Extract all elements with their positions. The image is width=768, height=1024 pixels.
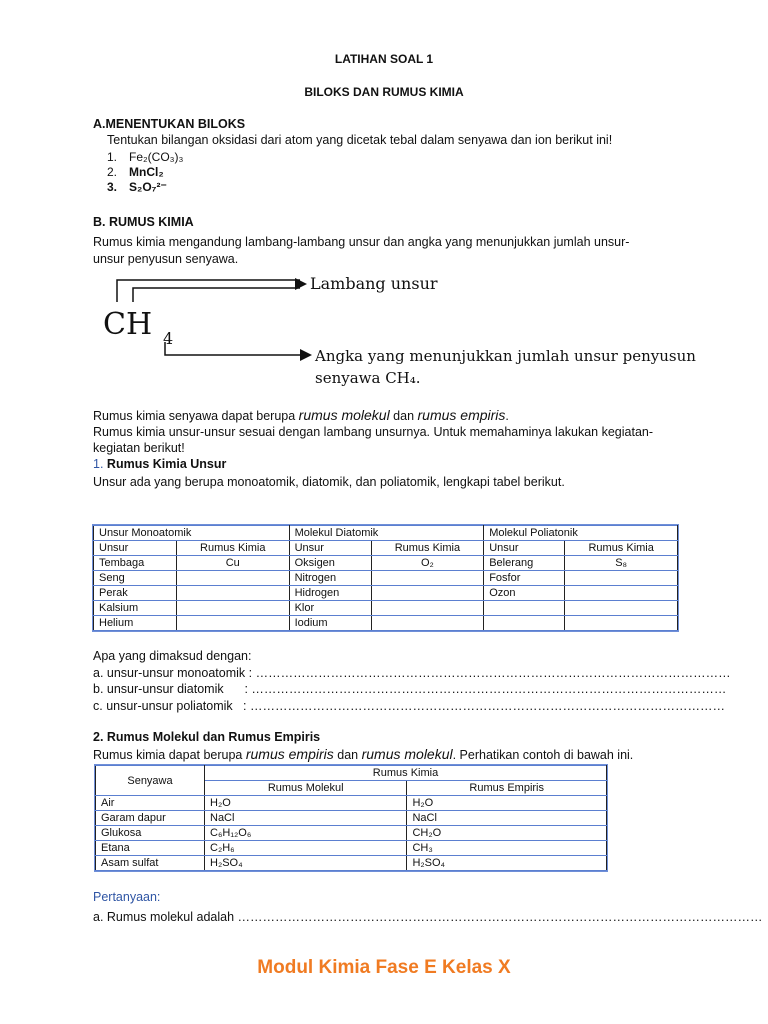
table-row	[96, 841, 607, 856]
text: Rumus kimia unsur-unsur sesuai dengan lambang unsurnya. Untuk memahaminya lakukan kegiatan-	[93, 425, 654, 439]
group-header: Rumus Kimia	[205, 766, 607, 781]
group-header: Molekul Poliatonik	[484, 526, 678, 541]
table-cell: Klor	[289, 601, 371, 616]
text: Rumus kimia senyawa dapat berupa	[93, 409, 299, 423]
section-b-heading: B. RUMUS KIMIA	[93, 215, 194, 229]
pertanyaan-label: Pertanyaan:	[93, 890, 161, 904]
table-cell	[371, 586, 484, 601]
term-molekul: rumus molekul	[361, 746, 453, 762]
col-header: Rumus Kimia	[565, 541, 678, 556]
questions-block	[93, 648, 731, 714]
table-cell	[484, 616, 565, 631]
table-cell	[371, 616, 484, 631]
table-cell: Perak	[94, 586, 177, 601]
table-cell: Cu	[176, 556, 289, 571]
section-a-instruction: Tentukan bilangan oksidasi dari atom yang dicetak tebal dalam senyawa dan ion berikut ini!	[107, 133, 613, 147]
sub-heading: Rumus Kimia Unsur	[106, 457, 227, 471]
table-cell	[565, 571, 678, 586]
text: Rumus kimia dapat berupa	[93, 748, 246, 762]
section-a-heading: A.MENENTUKAN BILOKS	[93, 117, 246, 131]
table-header-row	[94, 541, 678, 556]
section-b-paragraph	[93, 407, 653, 490]
item-number: 1.	[107, 150, 118, 164]
table-cell: Etana	[96, 841, 205, 856]
biloks-list	[107, 150, 183, 195]
table-cell: Ozon	[484, 586, 565, 601]
biloks-item	[107, 150, 183, 165]
table-cell	[484, 601, 565, 616]
diagram-label-1: Lambang unsur	[310, 274, 438, 293]
text: Unsur ada yang berupa monoatomik, diatomik, dan poliatomik, lengkapi tabel berikut.	[93, 475, 565, 489]
table-cell: H₂O	[205, 796, 407, 811]
unsur-table	[93, 525, 678, 631]
term-empiris: rumus empiris	[245, 746, 334, 762]
questions-lead: Apa yang dimaksud dengan:	[93, 649, 252, 663]
intro-line: Rumus kimia mengandung lambang-lambang unsur dan angka yang menunjukkan jumlah unsur-	[93, 235, 630, 249]
item-number: 2.	[107, 165, 118, 179]
col-header: Unsur	[289, 541, 371, 556]
table-row	[96, 811, 607, 826]
term-empiris: rumus empiris	[417, 407, 506, 423]
intro-line: unsur penyusun senyawa.	[93, 252, 239, 266]
table-cell	[565, 586, 678, 601]
question-item: a. unsur-unsur monoatomik : ……………………………………………………………………………………………………	[93, 665, 731, 680]
table-cell: H₂SO₄	[205, 856, 407, 871]
table-cell: Seng	[94, 571, 177, 586]
text: kegiatan berikut!	[93, 441, 185, 455]
section-b-intro	[93, 234, 629, 268]
item-formula: S₂O₇²⁻	[129, 180, 167, 194]
footer-title: Modul Kimia Fase E Kelas X	[257, 957, 511, 978]
table-cell: C₆H₁₂O₆	[205, 826, 407, 841]
table-cell: Helium	[94, 616, 177, 631]
col-header: Unsur	[484, 541, 565, 556]
text: .	[505, 409, 509, 423]
col-header: Rumus Kimia	[371, 541, 484, 556]
table-cell	[565, 601, 678, 616]
table-cell	[176, 586, 289, 601]
biloks-item	[107, 180, 183, 195]
table-cell: NaCl	[407, 811, 607, 826]
term-molekul: rumus molekul	[298, 407, 390, 423]
item-formula: Fe₂(CO₃)₃	[129, 150, 184, 164]
table-row	[94, 601, 678, 616]
table-row	[94, 616, 678, 631]
doc-subtitle: BILOKS DAN RUMUS KIMIA	[304, 85, 464, 99]
table-row	[96, 826, 607, 841]
diagram-subscript: 4	[163, 329, 174, 348]
col-header: Senyawa	[96, 766, 205, 796]
table-cell: S₈	[565, 556, 678, 571]
table-cell: Air	[96, 796, 205, 811]
biloks-item	[107, 165, 183, 180]
rumus-table	[95, 765, 607, 871]
table-cell: Asam sulfat	[96, 856, 205, 871]
table-cell	[371, 571, 484, 586]
doc-title: LATIHAN SOAL 1	[334, 52, 434, 66]
question-item: c. unsur-unsur poliatomik : ……………………………………………………………………………………………………	[93, 698, 726, 713]
table-row	[94, 571, 678, 586]
diagram-formula: CH	[103, 307, 153, 342]
table-cell	[176, 616, 289, 631]
item-formula: MnCl₂	[129, 165, 164, 179]
table-cell: H₂SO₄	[407, 856, 607, 871]
table-group-row	[94, 526, 678, 541]
table-cell	[371, 601, 484, 616]
group-header: Unsur Monoatomik	[94, 526, 290, 541]
table-cell: O₂	[371, 556, 484, 571]
diagram-label-2: Angka yang menunjukkan jumlah unsur penyusun	[315, 347, 696, 365]
item-number: 3.	[107, 180, 118, 194]
table-cell	[565, 616, 678, 631]
table-cell: Tembaga	[94, 556, 177, 571]
text: . Perhatikan contoh di bawah ini.	[452, 748, 634, 762]
table-cell: Glukosa	[96, 826, 205, 841]
table-cell: Nitrogen	[289, 571, 371, 586]
table-cell: Kalsium	[94, 601, 177, 616]
table-cell: Belerang	[484, 556, 565, 571]
text: dan	[333, 748, 362, 762]
table-cell: Hidrogen	[289, 586, 371, 601]
group-header: Molekul Diatomik	[289, 526, 484, 541]
table-cell: C₂H₆	[205, 841, 407, 856]
sub2-heading: 2. Rumus Molekul dan Rumus Empiris	[93, 730, 321, 744]
table-row	[94, 556, 678, 571]
table-cell: Oksigen	[289, 556, 371, 571]
table-cell	[176, 601, 289, 616]
table-cell: Garam dapur	[96, 811, 205, 826]
col-header: Rumus Empiris	[407, 781, 607, 796]
table-cell: CH₃	[407, 841, 607, 856]
question-item: b. unsur-unsur diatomik : ……………………………………………………………………………………………………	[93, 682, 727, 696]
table-cell: NaCl	[205, 811, 407, 826]
ch4-diagram	[95, 272, 735, 392]
table-cell: H₂O	[407, 796, 607, 811]
table-cell: Iodium	[289, 616, 371, 631]
col-header: Rumus Kimia	[176, 541, 289, 556]
table-cell: Fosfor	[484, 571, 565, 586]
col-header: Unsur	[94, 541, 177, 556]
col-header: Rumus Molekul	[205, 781, 407, 796]
sub-number: 1.	[93, 457, 104, 471]
text: dan	[389, 409, 418, 423]
table-cell	[176, 571, 289, 586]
table-row	[96, 856, 607, 871]
table-cell: CH₂O	[407, 826, 607, 841]
diagram-label-3: senyawa CH₄.	[315, 369, 421, 387]
table-row	[94, 586, 678, 601]
sub2-text	[93, 746, 633, 762]
table-row	[96, 796, 607, 811]
pertanyaan-a: a. Rumus molekul adalah ………………………………………………………………………………………………………………	[93, 910, 763, 924]
